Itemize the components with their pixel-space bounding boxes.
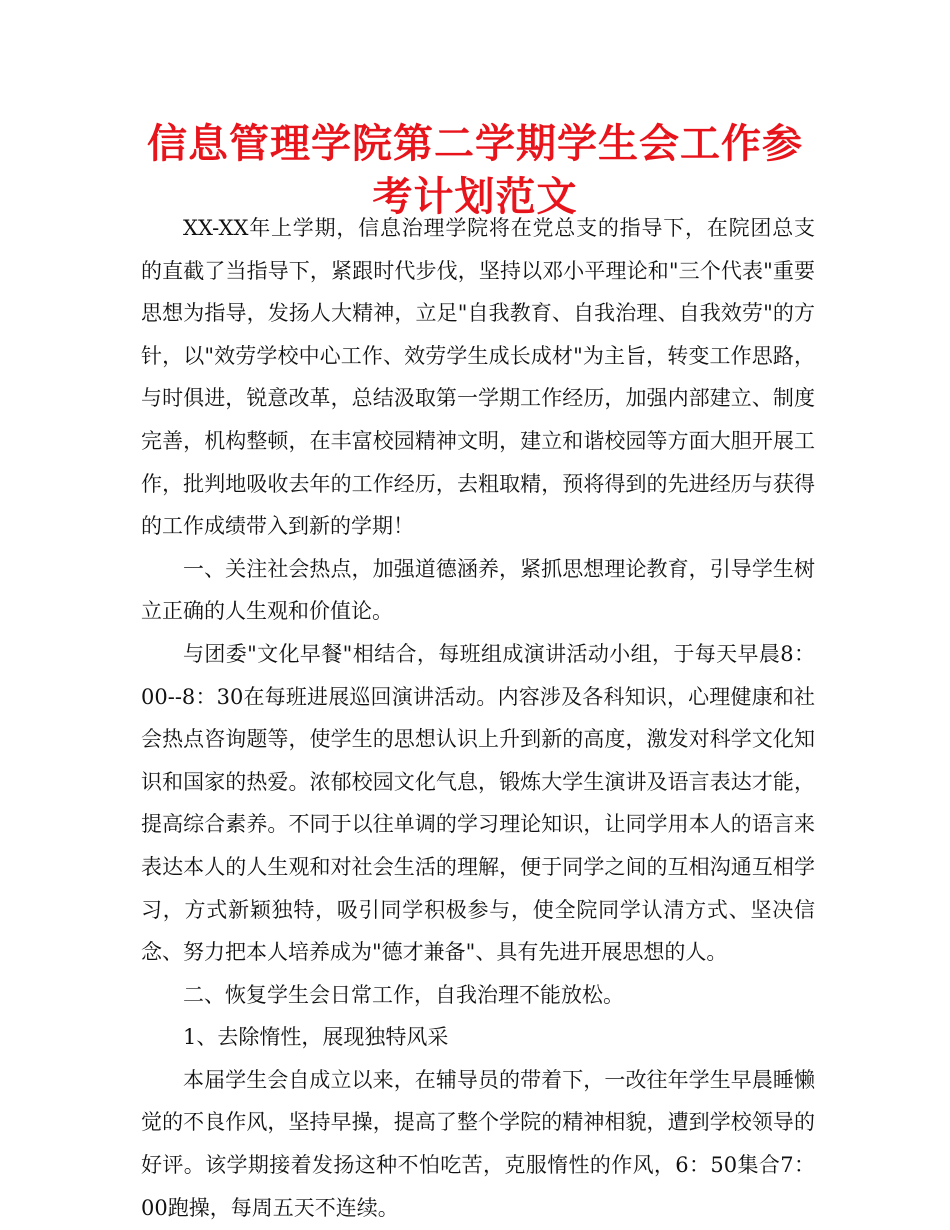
paragraph-culture-breakfast: 与团委"文化早餐"相结合，每班组成演讲活动小组，于每天早晨8：00--8：30在每班进展巡回演讲活动。内容涉及各科知识，心理健康和社会热点咨询题等，使学生的思想认识上升到新的高度，激发对科学文化知识和国家的热爱。浓郁校园文化气息，锻炼大学生演讲及语言表达才能，提高综合素养。不同于以往单调的学习理论知识，让同学用本人的语言来表达本人的人生观和对社会生活的理解，便于同学之间的互相沟通互相学习，方式新颖独特，吸引同学积极参与，使全院同学认清方式、坚决信念、努力把本人培养成为"德才兼备"、具有先进开展思想的人。 — [141, 641, 815, 965]
paragraph-section-one-heading: 一、关注社会热点，加强道德涵养，紧抓思想理论教育，引导学生树立正确的人生观和价值论。 — [141, 556, 815, 624]
paragraph-intro: XX-XX年上学期，信息治理学院将在党总支的指导下，在院团总支的直截了当指导下，紧跟时代步伐，坚持以邓小平理论和"三个代表"重要思想为指导，发扬人大精神，立足"自我教育、自我治理、自我效劳"的方针，以"效劳学校中心工作、效劳学生成长成材"为主旨，转变工作思路，与时俱进，锐意改革，总结汲取第一学期工作经历，加强内部建立、制度完善，机构整顿，在丰富校园精神文明，建立和谐校园等方面大胆开展工作，批判地吸收去年的工作经历，去粗取精，预将得到的先进经历与获得的工作成绩带入到新的学期！ — [141, 216, 815, 539]
paragraph-morning-exercise: 本届学生会自成立以来，在辅导员的带着下，一改往年学生早晨睡懒觉的不良作风，坚持早操，提高了整个学院的精神相貌，遭到学校领导的好评。该学期接着发扬这种不怕吃苦，克服惰性的作风，6：50集合7：00跑操，每周五天不连续。 — [141, 1067, 815, 1220]
document-title: 信息管理学院第二学期学生会工作参考计划范文 — [147, 121, 803, 220]
paragraph-subsection-one-heading: 1、去除惰性，展现独特风采 — [183, 1025, 449, 1050]
paragraph-section-two-heading: 二、恢复学生会日常工作，自我治理不能放松。 — [183, 982, 624, 1007]
document-body — [141, 207, 815, 1229]
